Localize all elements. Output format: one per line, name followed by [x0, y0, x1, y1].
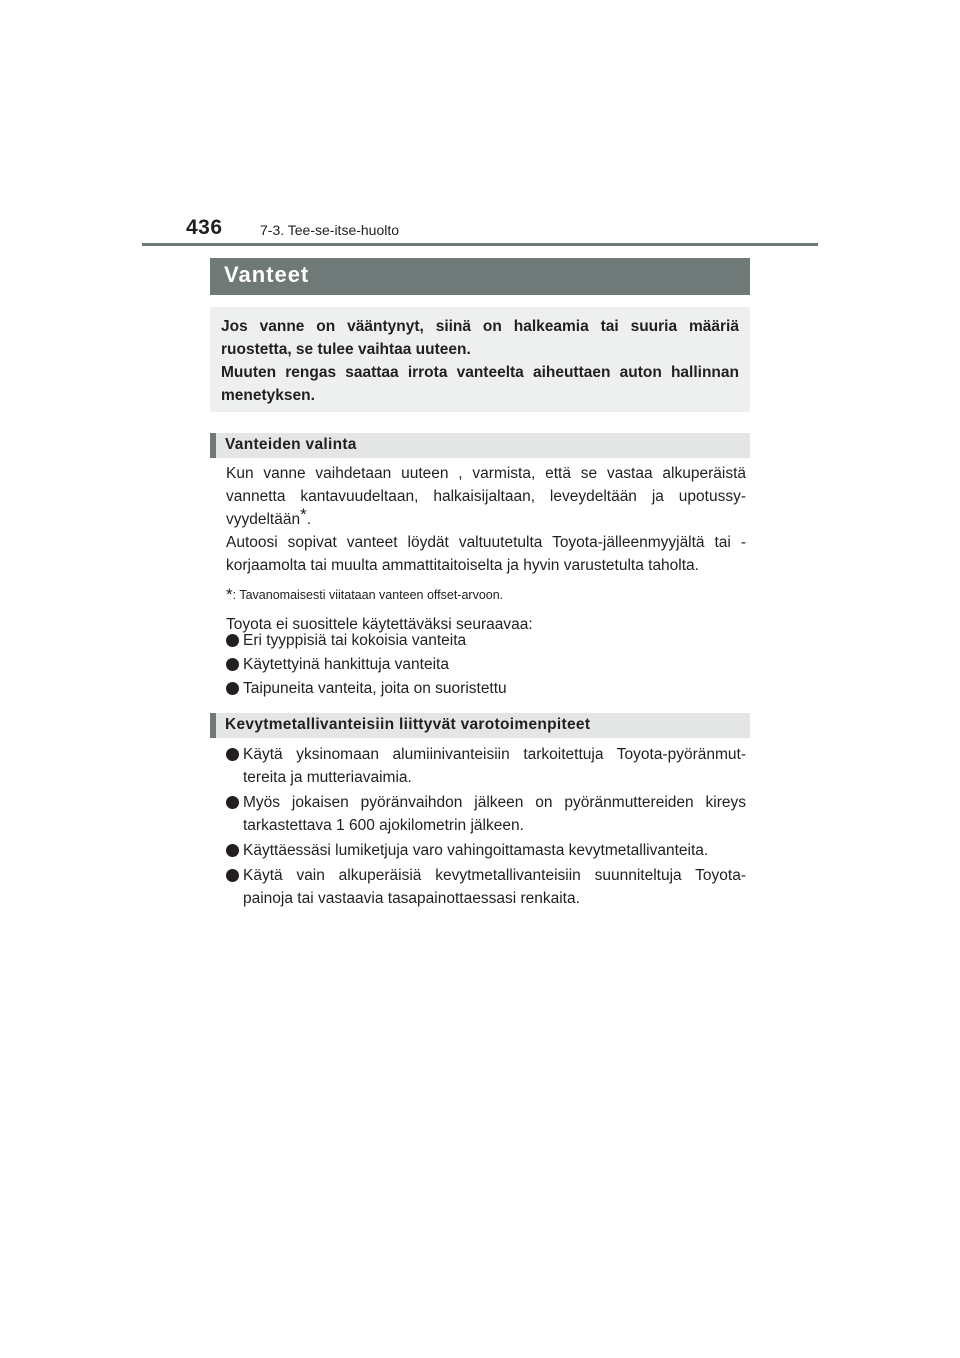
paragraph-1: Kun vanne vaihdetaan uuteen , varmista, että se vastaa alkuperäistä vannetta kantavuudeltaan, halkaisijaltaan, leveydeltään ja upotussy-vyydeltään*.: [226, 465, 746, 528]
paragraph-2: Autoosi sopivat vanteet löydät valtuutetulta Toyota-jälleenmyyjältä tai -korjaamolta tai muulta ammattitaitoiselta ja hyvin varustetulta taholta.: [226, 534, 746, 574]
warning-text-2: Muuten rengas saattaa irrota vanteelta aiheuttaen auton hallinnan menetyksen.: [221, 364, 739, 404]
bullet-icon: [226, 634, 239, 647]
page-title: Vanteet: [224, 262, 310, 287]
subheading-alloy-precautions: [210, 713, 750, 738]
section-label: 7-3. Tee-se-itse-huolto: [260, 222, 400, 238]
asterisk-mark: *: [300, 505, 307, 524]
list-item: Taipuneita vanteita, joita on suoristettu: [226, 677, 746, 700]
rim-selection-text: [226, 462, 746, 636]
recommendation-intro: Toyota ei suosittele käytettäväksi seuraavaa:: [226, 616, 533, 633]
page-number: 436: [186, 216, 223, 239]
header-rule: [142, 243, 818, 246]
alloy-precautions-list: [226, 743, 746, 910]
not-recommended-list: [226, 629, 746, 700]
footnote-asterisk: *: [226, 585, 233, 604]
subheading-rim-selection: [210, 433, 750, 458]
bullet-icon: [226, 844, 239, 857]
list-item: Käyttäessäsi lumiketjuja varo vahingoittamasta kevytmetallivanteita.: [226, 839, 746, 862]
bullet-icon: [226, 748, 239, 761]
subheading-label: Kevytmetallivanteisiin liittyvät varotoimenpiteet: [225, 716, 591, 733]
title-bar: [210, 258, 750, 295]
bullet-icon: [226, 658, 239, 671]
list-item: Eri tyyppisiä tai kokoisia vanteita: [226, 629, 746, 652]
bullet-icon: [226, 682, 239, 695]
list-item: Käytettyinä hankittuja vanteita: [226, 653, 746, 676]
subheading-label: Vanteiden valinta: [225, 436, 357, 453]
list-item: Käytä yksinomaan alumiinivanteisiin tarkoitettuja Toyota-pyöränmut-tereita ja mutteriavaimia.: [226, 743, 746, 789]
list-item: Käytä vain alkuperäisiä kevytmetallivanteisiin suunniteltuja Toyota-painoja tai vastaavia tasapainottaessasi renkaita.: [226, 864, 746, 910]
bullet-icon: [226, 796, 239, 809]
bullet-icon: [226, 869, 239, 882]
warning-box: [210, 307, 750, 412]
list-item: Myös jokaisen pyöränvaihdon jälkeen on pyöränmuttereiden kireys tarkastettava 1 600 ajokilometrin jälkeen.: [226, 791, 746, 837]
warning-text-1: Jos vanne on vääntynyt, siinä on halkeamia tai suuria määriä ruostetta, se tulee vaihtaa uuteen.: [221, 318, 739, 358]
footnote: *: Tavanomaisesti viitataan vanteen offset-arvoon.: [226, 585, 504, 604]
